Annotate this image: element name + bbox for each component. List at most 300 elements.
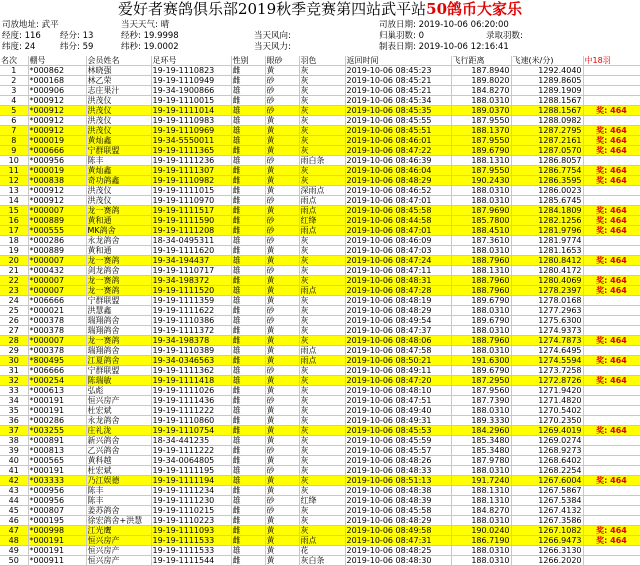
column-header-sex: 性别 [231,56,265,66]
cell-loft-id: *000191 [28,406,86,416]
cell-speed: 1278.2397 [511,286,583,296]
cell-ring-number: 19-34-198378 [151,336,231,346]
cell-rank: 6 [0,116,28,126]
returned-count: 归巢羽数: 0 [379,31,424,41]
cell-eye-sand: 黄 [265,346,299,356]
cell-feather-color: 灰 [299,256,345,266]
cell-loft-id: *000565 [28,456,86,466]
cell-return-time: 2019-10-06 08:46:01 [345,136,451,146]
cell-loft-id: *000889 [28,216,86,226]
cell-prize [583,486,640,496]
cell-speed: 1269.0274 [511,436,583,446]
cell-feather-color: 雨点 [299,346,345,356]
cell-sex: 雌 [231,66,265,76]
cell-speed: 1289.1909 [511,86,583,96]
cell-rank: 45 [0,506,28,516]
cell-rank: 44 [0,496,28,506]
cell-prize [583,316,640,326]
cell-prize: 奖: 464 [583,226,640,236]
cell-return-time: 2019-10-06 08:46:39 [345,156,451,166]
table-row [0,266,640,276]
cell-rank: 49 [0,546,28,556]
cell-rank: 5 [0,106,28,116]
cell-eye-sand: 黄 [265,546,299,556]
cell-sex: 雄 [231,106,265,116]
cell-loft-id: *000911 [28,556,86,566]
cell-member-name: 江夏鸽舍 [86,356,151,366]
cell-sex: 雄 [231,496,265,506]
cell-flight-distance: 184.2960 [451,426,511,436]
column-header-feather-color: 羽色 [299,56,345,66]
cell-sex: 雌 [231,486,265,496]
cell-sex: 雄 [231,406,265,416]
cell-return-time: 2019-10-06 08:48:29 [345,516,451,526]
cell-loft-id: *000889 [28,246,86,256]
cell-return-time: 2019-10-06 08:47:51 [345,396,451,406]
cell-flight-distance: 188.1310 [451,156,511,166]
cell-speed: 1287.2795 [511,126,583,136]
cell-sex: 雌 [231,326,265,336]
cell-feather-color: 深雨点 [299,186,345,196]
cell-loft-id: *000956 [28,496,86,506]
cell-speed: 1266.9473 [511,536,583,546]
cell-sex: 雌 [231,516,265,526]
cell-prize: 奖: 464 [583,146,640,156]
cell-speed: 1289.8605 [511,76,583,86]
cell-rank: 2 [0,76,28,86]
table-row [0,246,640,256]
cell-rank: 13 [0,186,28,196]
cell-loft-id: *000191 [28,466,86,476]
column-header-return-time: 返回时间 [345,56,451,66]
cell-rank: 42 [0,476,28,486]
cell-loft-id: *000807 [28,506,86,516]
cell-speed: 1278.0168 [511,296,583,306]
cell-speed: 1267.4132 [511,506,583,516]
release-location: 司放地址: 武平 [2,20,59,30]
cell-flight-distance: 190.2430 [451,176,511,186]
cell-flight-distance: 187.2950 [451,376,511,386]
table-row [0,216,640,226]
cell-sex: 雌 [231,536,265,546]
column-header-rank: 名次 [0,56,28,66]
cell-member-name: 恒兴房产 [86,546,151,556]
cell-return-time: 2019-10-06 08:48:39 [345,496,451,506]
cell-speed: 1287.2161 [511,136,583,146]
table-row [0,306,640,316]
table-row [0,506,640,516]
cell-prize: 奖: 464 [583,106,640,116]
cell-prize: 奖: 464 [583,536,640,546]
cell-member-name: 陈丰 [86,486,151,496]
cell-member-name: MK鸽舍 [86,226,151,236]
cell-speed: 1274.6495 [511,346,583,356]
cell-loft-id: *000007 [28,276,86,286]
cell-feather-color: 灰 [299,446,345,456]
cell-rank: 29 [0,346,28,356]
cell-speed: 1280.8412 [511,256,583,266]
cell-feather-color: 红绛 [299,496,345,506]
cell-speed: 1287.0570 [511,146,583,156]
cell-loft-id: *000891 [28,436,86,446]
cell-prize [583,436,640,446]
cell-return-time: 2019-10-06 08:51:13 [345,476,451,486]
cell-loft-id: *000378 [28,326,86,336]
cell-prize: 奖: 464 [583,276,640,286]
cell-member-name: 龙一赛鸽 [86,256,151,266]
cell-eye-sand: 黄 [265,416,299,426]
cell-eye-sand: 砂 [265,86,299,96]
cell-member-name: 洪茂仪 [86,106,151,116]
cell-speed: 1270.5402 [511,406,583,416]
cell-feather-color: 灰 [299,176,345,186]
cell-flight-distance: 189.8020 [451,76,511,86]
cell-sex: 雄 [231,296,265,306]
accepted-count: 录取羽数: [486,31,523,41]
table-row [0,286,640,296]
cell-speed: 1267.6004 [511,476,583,486]
cell-loft-id: *000378 [28,346,86,356]
info-row-1 [0,20,640,31]
cell-sex: 雌 [231,396,265,406]
longitude-sec: 经秒: 19.9998 [121,31,179,41]
cell-return-time: 2019-10-06 08:47:11 [345,266,451,276]
cell-loft-id: *000286 [28,236,86,246]
cell-sex: 雌 [231,306,265,316]
cell-eye-sand: 黄 [265,426,299,436]
table-row [0,166,640,176]
cell-eye-sand: 黄 [265,476,299,486]
cell-ring-number: 19-19-1110949 [151,76,231,86]
cell-loft-id: *000912 [28,106,86,116]
cell-ring-number: 19-19-1110215 [151,506,231,516]
cell-feather-color: 灰 [299,526,345,536]
cell-prize: 奖: 464 [583,526,640,536]
cell-speed: 1292.4040 [511,66,583,76]
cell-eye-sand: 黄 [265,276,299,286]
cell-loft-id: *000007 [28,336,86,346]
cell-loft-id: *000191 [28,536,86,546]
cell-flight-distance: 188.0310 [451,346,511,356]
cell-speed: 1286.7754 [511,166,583,176]
cell-flight-distance: 191.7240 [451,476,511,486]
cell-speed: 1282.1256 [511,216,583,226]
cell-rank: 34 [0,396,28,406]
cell-eye-sand: 黄 [265,136,299,146]
cell-ring-number: 19-19-1111418 [151,376,231,386]
cell-eye-sand: 黄 [265,526,299,536]
cell-loft-id: *000191 [28,396,86,406]
cell-member-name: 恒兴房产 [86,556,151,566]
table-row [0,436,640,446]
cell-rank: 22 [0,276,28,286]
cell-rank: 23 [0,286,28,296]
cell-feather-color: 灰 [299,516,345,526]
cell-speed: 1267.5384 [511,496,583,506]
cell-return-time: 2019-10-06 08:47:58 [345,346,451,356]
cell-member-name: 姜苏鸽舍 [86,506,151,516]
cell-eye-sand: 砂 [265,96,299,106]
cell-sex: 雌 [231,96,265,106]
cell-speed: 1267.3586 [511,516,583,526]
cell-feather-color: 灰 [299,116,345,126]
cell-rank: 46 [0,516,28,526]
cell-sex: 雌 [231,146,265,156]
cell-member-name: 杜宏斌 [86,406,151,416]
cell-member-name: 洪慧鑫 [86,306,151,316]
cell-flight-distance: 185.7800 [451,216,511,226]
cell-rank: 48 [0,536,28,546]
cell-sex: 雄 [231,286,265,296]
cell-ring-number: 19-19-1110386 [151,316,231,326]
cell-member-name: 永龙鸽舍 [86,416,151,426]
cell-sex: 雄 [231,116,265,126]
cell-member-name: 恒兴房产 [86,396,151,406]
cell-eye-sand: 黄 [265,176,299,186]
cell-prize: 奖: 464 [583,166,640,176]
cell-loft-id: *000195 [28,516,86,526]
cell-feather-color: 灰 [299,366,345,376]
cell-sex: 雌 [231,416,265,426]
cell-flight-distance: 184.8270 [451,506,511,516]
cell-loft-id: *800495 [28,356,86,366]
latitude-min: 纬分: 59 [60,42,94,52]
cell-flight-distance: 188.0310 [451,546,511,556]
cell-ring-number: 19-19-1110015 [151,96,231,106]
cell-ring-number: 19-19-1111365 [151,146,231,156]
cell-flight-distance: 185.3480 [451,446,511,456]
cell-loft-id: *000912 [28,126,86,136]
cell-prize [583,496,640,506]
cell-return-time: 2019-10-06 08:46:52 [345,186,451,196]
cell-prize [583,296,640,306]
cell-member-name: 黄灿鑫 [86,166,151,176]
cell-sex: 雌 [231,76,265,86]
cell-prize: 奖: 464 [583,206,640,216]
cell-flight-distance: 187.3610 [451,236,511,246]
cell-speed: 1273.7258 [511,366,583,376]
cell-sex: 雄 [231,366,265,376]
cell-feather-color: 灰白条 [299,556,345,566]
cell-speed: 1270.2350 [511,416,583,426]
cell-loft-id: *000019 [28,136,86,146]
cell-speed: 1288.1567 [511,96,583,106]
cell-return-time: 2019-10-06 08:49:54 [345,316,451,326]
cell-feather-color: 灰 [299,66,345,76]
cell-member-name: 龙一赛鸽 [86,276,151,286]
cell-speed: 1277.2963 [511,306,583,316]
cell-ring-number: 19-19-1111230 [151,496,231,506]
cell-ring-number: 19-19-1110223 [151,516,231,526]
cell-speed: 1286.3595 [511,176,583,186]
table-row [0,386,640,396]
cell-sex: 雄 [231,256,265,266]
cell-flight-distance: 187.9780 [451,456,511,466]
cell-feather-color: 雨点 [299,286,345,296]
cell-flight-distance: 189.3330 [451,416,511,426]
longitude-deg: 经度: 116 [2,31,41,41]
cell-speed: 1266.3130 [511,546,583,556]
table-row [0,346,640,356]
table-row [0,66,640,76]
longitude-min: 经分: 13 [60,31,94,41]
cell-rank: 12 [0,176,28,186]
cell-feather-color: 灰 [299,166,345,176]
cell-ring-number: 19-19-1111517 [151,206,231,216]
cell-member-name: 剑龙鸽舍 [86,266,151,276]
cell-rank: 28 [0,336,28,346]
cell-sex: 雌 [231,226,265,236]
cell-loft-id: *000838 [28,176,86,186]
cell-speed: 1281.9796 [511,226,583,236]
cell-prize: 奖: 464 [583,256,640,266]
cell-sex: 雄 [231,466,265,476]
cell-speed: 1286.8057 [511,156,583,166]
table-row [0,86,640,96]
cell-speed: 1285.6745 [511,196,583,206]
cell-return-time: 2019-10-06 08:45:53 [345,426,451,436]
cell-flight-distance: 185.3480 [451,436,511,446]
cell-member-name: 林乙荣 [86,76,151,86]
cell-flight-distance: 188.0310 [451,96,511,106]
column-header-member-name: 会员姓名 [86,56,151,66]
cell-ring-number: 18-34-0495311 [151,236,231,246]
cell-rank: 40 [0,456,28,466]
cell-ring-number: 19-19-1111234 [151,486,231,496]
cell-rank: 36 [0,416,28,426]
cell-flight-distance: 189.0370 [451,106,511,116]
cell-eye-sand: 黄 [265,456,299,466]
cell-feather-color: 灰 [299,466,345,476]
table-row [0,176,640,186]
cell-return-time: 2019-10-06 08:47:01 [345,226,451,236]
cell-member-name: 乙兴鸽舍 [86,446,151,456]
cell-eye-sand: 黄 [265,166,299,176]
cell-rank: 20 [0,256,28,266]
cell-ring-number: 19-19-1111208 [151,226,231,236]
cell-eye-sand: 砂 [265,396,299,406]
cell-feather-color: 灰 [299,126,345,136]
cell-prize: 奖: 464 [583,476,640,486]
cell-speed: 1288.1567 [511,106,583,116]
column-header-flight-distance: 飞行距离 [451,56,511,66]
cell-ring-number: 19-19-1111026 [151,386,231,396]
cell-prize [583,326,640,336]
cell-flight-distance: 187.9550 [451,166,511,176]
cell-speed: 1280.4069 [511,276,583,286]
table-row [0,76,640,86]
cell-rank: 14 [0,196,28,206]
table-row [0,236,640,246]
cell-member-name: 宁群联盟 [86,146,151,156]
cell-speed: 1274.7873 [511,336,583,346]
table-row [0,186,640,196]
cell-speed: 1274.5594 [511,356,583,366]
cell-feather-color: 灰 [299,136,345,146]
cell-ring-number: 19-19-1111362 [151,366,231,376]
results-table [0,56,640,566]
cell-prize [583,306,640,316]
cell-eye-sand: 黄 [265,326,299,336]
cell-eye-sand: 黄 [265,556,299,566]
cell-flight-distance: 187.9560 [451,386,511,396]
cell-member-name: 洪茂仪 [86,116,151,126]
cell-member-name: 宁群联盟 [86,366,151,376]
cell-feather-color: 雨点 [299,536,345,546]
cell-return-time: 2019-10-06 08:45:59 [345,436,451,446]
cell-loft-id: *006666 [28,296,86,306]
cell-rank: 18 [0,236,28,246]
cell-speed: 1271.4820 [511,396,583,406]
cell-member-name: 江光鹰 [86,526,151,536]
cell-sex: 雌 [231,196,265,206]
cell-return-time: 2019-10-06 08:49:40 [345,406,451,416]
cell-feather-color: 灰 [299,476,345,486]
cell-return-time: 2019-10-06 08:49:31 [345,416,451,426]
cell-ring-number: 19-34-0346563 [151,356,231,366]
cell-prize [583,76,640,86]
cell-return-time: 2019-10-06 08:47:20 [345,376,451,386]
cell-flight-distance: 187.8940 [451,66,511,76]
cell-rank: 24 [0,296,28,306]
cell-sex: 雌 [231,216,265,226]
cell-feather-color: 红绛 [299,216,345,226]
cell-feather-color: 灰 [299,426,345,436]
cell-ring-number: 19-19-1110754 [151,426,231,436]
cell-sex: 雌 [231,166,265,176]
cell-return-time: 2019-10-06 08:47:24 [345,256,451,266]
cell-return-time: 2019-10-06 08:45:51 [345,126,451,136]
table-row [0,226,640,236]
table-row [0,496,640,506]
cell-member-name: 黄科越 [86,456,151,466]
cell-ring-number: 19-19-1111222 [151,406,231,416]
cell-flight-distance: 191.6300 [451,356,511,366]
cell-loft-id: *006666 [28,366,86,376]
cell-speed: 1288.0982 [511,116,583,126]
cell-ring-number: 19-34-198372 [151,276,231,286]
cell-flight-distance: 188.0310 [451,246,511,256]
cell-sex: 雄 [231,476,265,486]
table-row [0,146,640,156]
cell-sex: 雄 [231,86,265,96]
cell-ring-number: 19-34-194437 [151,256,231,266]
cell-member-name: 龙一赛鸽 [86,206,151,216]
cell-eye-sand: 砂 [265,156,299,166]
cell-loft-id: *000286 [28,416,86,426]
cell-loft-id: *000906 [28,86,86,96]
latitude-sec: 纬秒: 19.0002 [121,42,179,52]
column-header-ring-number: 足环号 [151,56,231,66]
cell-return-time: 2019-10-06 08:47:31 [345,536,451,546]
cell-sex: 雄 [231,346,265,356]
cell-flight-distance: 188.7960 [451,256,511,266]
cell-prize: 奖: 464 [583,376,640,386]
cell-loft-id: *000378 [28,316,86,326]
cell-prize [583,466,640,476]
cell-eye-sand: 黄 [265,336,299,346]
cell-rank: 30 [0,356,28,366]
cell-feather-color: 灰 [299,456,345,466]
cell-feather-color: 灰 [299,396,345,406]
cell-ring-number: 19-19-1111622 [151,306,231,316]
weather: 当天天气: 晴 [121,20,170,30]
cell-eye-sand: 黄 [265,536,299,546]
cell-feather-color: 灰 [299,106,345,116]
column-header-loft-id: 棚号 [28,56,86,66]
cell-feather-color: 灰 [299,296,345,306]
cell-member-name: 奇功鸽鑫 [86,176,151,186]
